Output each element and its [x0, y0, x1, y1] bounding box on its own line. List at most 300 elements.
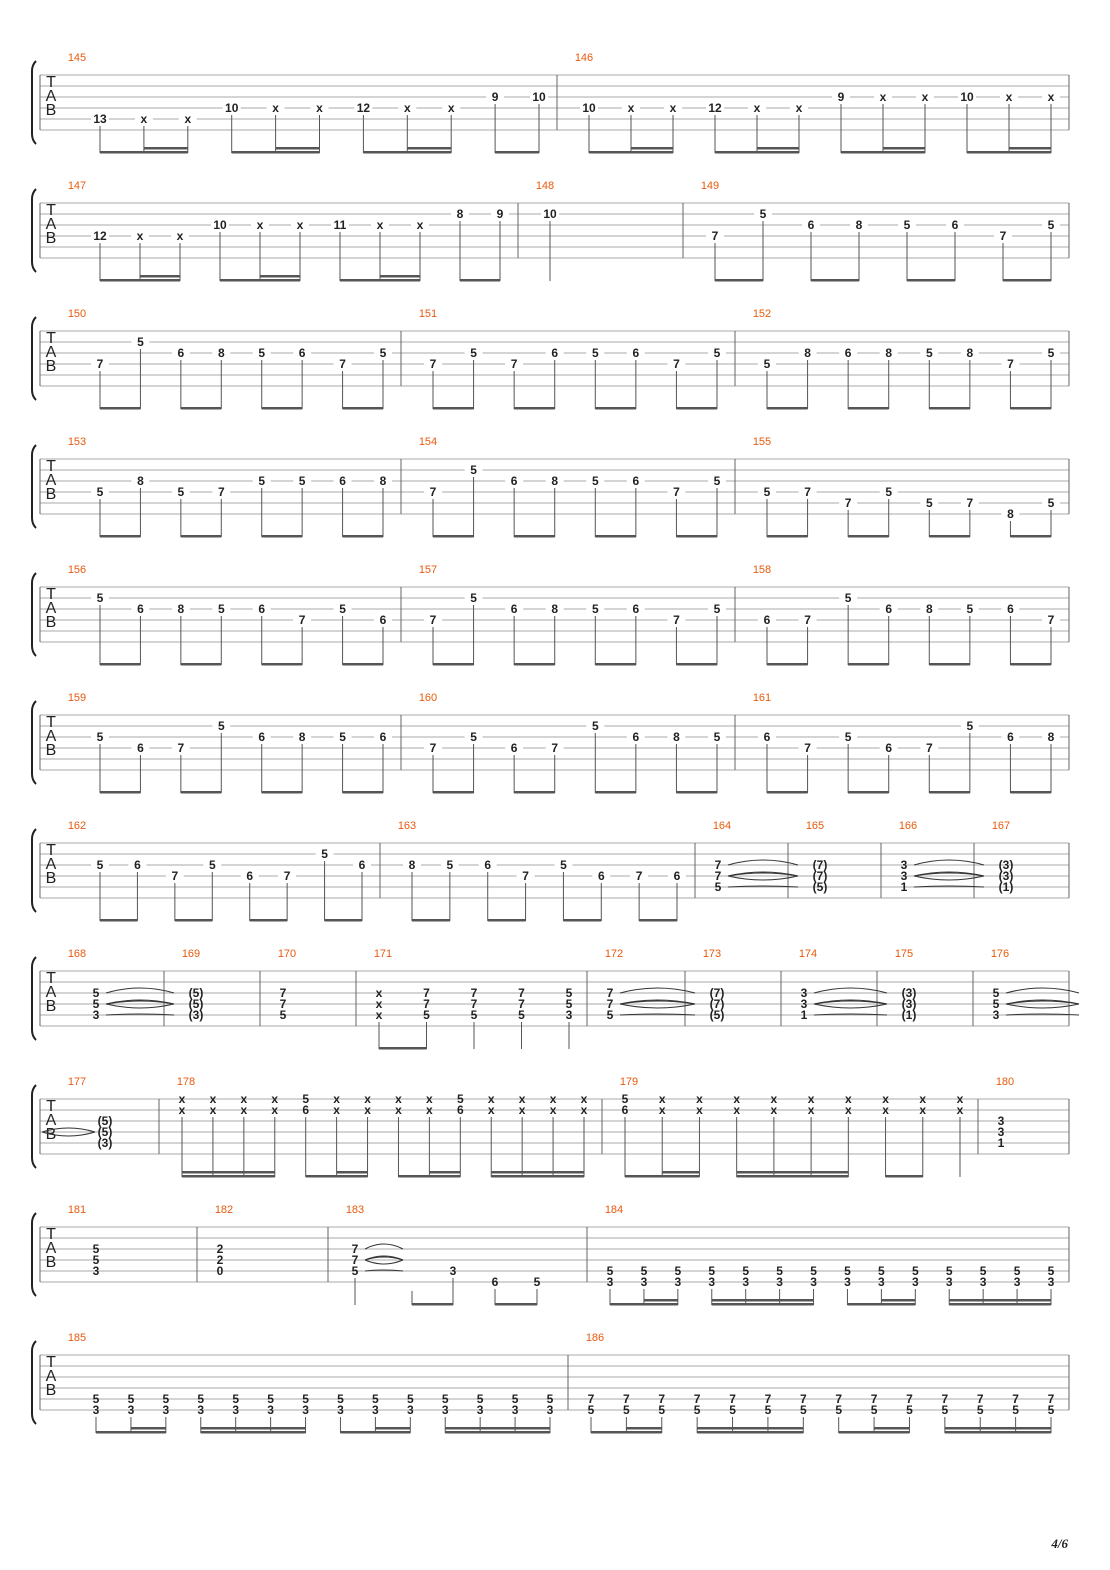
tab-chord-note: 5 — [302, 1092, 310, 1106]
tab-chord-note: 7 — [729, 1392, 736, 1406]
measure-number: 154 — [418, 436, 438, 448]
tab-note: 8 — [925, 602, 933, 616]
beam — [639, 919, 677, 922]
tab-note: 8 — [379, 474, 387, 488]
tab-clef-letter: T — [46, 1354, 56, 1371]
beam — [182, 1175, 275, 1178]
tab-note: 6 — [339, 474, 346, 488]
tab-chord-note: 2 — [216, 1253, 224, 1267]
tab-chord-note: x — [240, 1103, 248, 1117]
tab-note: 5 — [470, 591, 477, 605]
tab-note: 6 — [632, 474, 640, 488]
tab-clef-letter: T — [46, 1098, 56, 1115]
beam — [767, 791, 808, 794]
tab-note: 8 — [456, 207, 464, 221]
beam — [201, 1431, 306, 1434]
tab-chord-note: 7 — [423, 997, 430, 1011]
tab-note: 7 — [966, 496, 974, 510]
tab-note: 12 — [356, 101, 371, 115]
beam — [907, 279, 955, 282]
tab-chord-note: x — [333, 1103, 340, 1117]
tab-chord-note: 5 — [511, 1392, 519, 1406]
tab-chord-note: x — [426, 1092, 433, 1106]
tab-chord-note: x — [209, 1092, 217, 1106]
tab-chord-note: x — [209, 1103, 217, 1117]
measure-number: 155 — [752, 436, 772, 448]
tab-note: 5 — [258, 474, 266, 488]
tab-note: 6 — [258, 730, 266, 744]
beam — [676, 791, 717, 794]
measure-number: 180 — [995, 1076, 1015, 1088]
tab-chord-note: 5 — [729, 1403, 736, 1417]
beam — [398, 1175, 460, 1178]
beam-secondary — [757, 147, 799, 150]
tab-chord-note: x — [696, 1103, 703, 1117]
beam — [491, 1175, 584, 1178]
tab-note: 5 — [96, 858, 104, 872]
tab-chord-note: 5 — [674, 1264, 682, 1278]
measure-number: 161 — [752, 692, 772, 704]
beam-secondary — [276, 147, 320, 150]
tab-chord-note: (7) — [709, 986, 725, 1000]
measure-number: 152 — [752, 308, 772, 320]
tab-chord-note: (3) — [998, 858, 1014, 872]
tab-note: 5 — [925, 346, 933, 360]
tab-chord-note: 5 — [606, 1264, 614, 1278]
tab-chord-note: 5 — [742, 1264, 750, 1278]
tab-note: 6 — [763, 730, 771, 744]
beam — [514, 791, 555, 794]
beam — [433, 791, 474, 794]
tab-note: 7 — [804, 485, 811, 499]
tab-note: 8 — [855, 218, 863, 232]
tab-note: x — [416, 218, 424, 232]
tab-chord-note: 5 — [476, 1392, 484, 1406]
system-bracket — [32, 1085, 36, 1168]
tab-note: 5 — [591, 346, 599, 360]
tab-chord-note: x — [733, 1092, 741, 1106]
tab-note: 5 — [713, 346, 721, 360]
tab-note: 5 — [208, 858, 216, 872]
tab-chord-note: 5 — [351, 1264, 359, 1278]
tab-note: 6 — [763, 613, 771, 627]
tab-note: 6 — [885, 602, 893, 616]
tab-chord-note: x — [426, 1103, 433, 1117]
tab-note: 5 — [713, 602, 721, 616]
beam — [181, 663, 221, 666]
tab-note: 7 — [429, 357, 437, 371]
measure-number: 179 — [619, 1076, 639, 1088]
tab-chord-note: 3 — [92, 1403, 100, 1417]
beam — [250, 919, 287, 922]
tab-chord-note: x — [395, 1092, 402, 1106]
beam — [847, 1303, 915, 1306]
beam-secondary — [737, 1171, 849, 1174]
measure-number: 156 — [67, 564, 87, 576]
measure-number: 163 — [397, 820, 417, 832]
tab-note: 10 — [543, 207, 557, 221]
tab-note: 5 — [258, 346, 266, 360]
tab-note: 7 — [429, 485, 437, 499]
beam — [181, 791, 221, 794]
tab-note: 6 — [844, 346, 852, 360]
tab-chord-note: x — [178, 1103, 186, 1117]
tab-chord-note: (3) — [901, 986, 917, 1000]
tab-chord-note: 7 — [1012, 1392, 1019, 1406]
tab-chord-note: 5 — [979, 1264, 987, 1278]
beam — [841, 151, 925, 154]
beam — [100, 279, 180, 282]
tab-chord-note: x — [240, 1092, 248, 1106]
tab-chord-note: 6 — [302, 1103, 310, 1117]
beam — [514, 535, 555, 538]
tab-chord-note: 7 — [693, 1392, 701, 1406]
tab-note: x — [879, 90, 887, 104]
tab-note: x — [256, 218, 264, 232]
measure-number: 162 — [67, 820, 87, 832]
tab-chord-note: 3 — [997, 1114, 1005, 1128]
tab-chord-note: x — [364, 1103, 371, 1117]
tab-chord-note: x — [580, 1103, 588, 1117]
beam — [929, 663, 970, 666]
tab-note: 8 — [804, 346, 811, 360]
tab-note: 7 — [673, 357, 680, 371]
tab-chord-note: x — [395, 1103, 402, 1117]
tab-chord-note: (5) — [188, 986, 204, 1000]
tab-chord-note: 7 — [870, 1392, 878, 1406]
tab-chord-note: 5 — [470, 1008, 478, 1022]
tab-note: 6 — [484, 858, 492, 872]
tab-note: 8 — [551, 602, 559, 616]
tab-note: x — [403, 101, 411, 115]
measure-number: 168 — [67, 948, 87, 960]
tab-note: 5 — [591, 602, 599, 616]
tab-chord-note: 7 — [518, 997, 525, 1011]
tab-note: 5 — [844, 591, 852, 605]
tab-note: 7 — [711, 229, 719, 243]
tab-chord-note: 7 — [470, 997, 478, 1011]
measure-number: 169 — [181, 948, 201, 960]
tab-chord-note: x — [807, 1103, 815, 1117]
beam-secondary — [260, 275, 300, 278]
tab-chord-note: 5 — [606, 1008, 614, 1022]
tab-note: 9 — [837, 90, 845, 104]
tab-note: 10 — [213, 218, 227, 232]
beam — [343, 663, 383, 666]
tab-chord-note: 7 — [623, 1392, 630, 1406]
tab-chord-note: 7 — [279, 986, 287, 1000]
tab-chord-note: x — [580, 1092, 588, 1106]
tab-clef-letter: T — [46, 458, 56, 475]
beam — [767, 663, 808, 666]
tab-note: 5 — [591, 474, 599, 488]
tab-chord-note: 5 — [423, 1008, 430, 1022]
tab-note: 5 — [339, 730, 346, 744]
tab-chord-note: 5 — [799, 1403, 807, 1417]
tab-chord-note: 7 — [423, 986, 430, 1000]
tab-chord-note: (5) — [97, 1114, 113, 1128]
tab-chord-note: 5 — [776, 1264, 783, 1278]
tab-chord-note: (5) — [812, 880, 828, 894]
tab-note: 5 — [1047, 346, 1055, 360]
tab-chord-note: 5 — [658, 1403, 666, 1417]
tie-arc — [1006, 988, 1079, 993]
tab-note: 6 — [177, 346, 185, 360]
tab-note: 8 — [966, 346, 974, 360]
beam — [100, 663, 140, 666]
tab-chord-note: 3 — [674, 1275, 682, 1289]
tab-chord-note: (5) — [709, 1008, 725, 1022]
measure-number: 145 — [67, 52, 87, 64]
beam — [848, 535, 889, 538]
tab-chord-note: x — [178, 1092, 186, 1106]
system-bracket — [32, 957, 36, 1040]
beam — [181, 535, 221, 538]
beam-secondary — [662, 1171, 699, 1174]
measure-number: 167 — [991, 820, 1011, 832]
tab-clef-letter: T — [46, 714, 56, 731]
tab-note: 6 — [951, 218, 959, 232]
beam — [343, 407, 383, 410]
tab-chord-note: 3 — [337, 1403, 344, 1417]
tab-note: 5 — [560, 858, 567, 872]
tab-note: 7 — [844, 496, 852, 510]
tab-chord-note: 5 — [621, 1092, 629, 1106]
measure-number: 153 — [67, 436, 87, 448]
beam — [610, 1303, 678, 1306]
tab-note: 6 — [632, 730, 640, 744]
measure-number: 160 — [418, 692, 438, 704]
tab-chord-note: 5 — [92, 1242, 100, 1256]
beam-secondary — [712, 1299, 814, 1302]
tab-note: 5 — [713, 730, 721, 744]
tab-note: 7 — [298, 613, 306, 627]
tab-note: x — [316, 101, 323, 115]
tab-clef-letter: B — [45, 1382, 57, 1399]
tab-chord-note: x — [364, 1092, 371, 1106]
tie-arc — [365, 1244, 403, 1249]
beam — [589, 151, 673, 154]
tab-note: 8 — [298, 730, 306, 744]
tab-chord-note: 5 — [640, 1264, 648, 1278]
beam — [839, 1431, 910, 1434]
beam — [1010, 791, 1051, 794]
tab-chord-note: 5 — [92, 1253, 100, 1267]
tab-note: 7 — [673, 613, 680, 627]
tab-chord-note: 5 — [844, 1264, 851, 1278]
beam — [262, 407, 302, 410]
beam — [967, 151, 1051, 154]
beam-secondary — [407, 147, 451, 150]
tab-note: 6 — [673, 869, 681, 883]
tab-note: 5 — [298, 474, 306, 488]
measure-number: 181 — [67, 1204, 87, 1216]
tab-clef-letter: A — [45, 344, 57, 361]
beam — [325, 919, 362, 922]
tab-chord-note: (3) — [97, 1136, 113, 1150]
tab-note: 7 — [635, 869, 643, 883]
tab-note: 6 — [551, 346, 559, 360]
tab-chord-note: 3 — [606, 1275, 614, 1289]
beam — [343, 791, 383, 794]
measure-number: 149 — [700, 180, 720, 192]
tab-note: 8 — [1047, 730, 1055, 744]
tab-chord-note: (3) — [188, 1008, 204, 1022]
tab-clef-letter: A — [45, 600, 57, 617]
tab-chord-note: 3 — [92, 1008, 100, 1022]
beam — [848, 407, 889, 410]
tab-note: 5 — [177, 485, 185, 499]
tab-note: 6 — [597, 869, 605, 883]
beam — [929, 535, 970, 538]
beam — [767, 535, 808, 538]
system-bracket — [32, 189, 36, 272]
beam-secondary — [1009, 147, 1051, 150]
tab-chord-note: 3 — [406, 1403, 414, 1417]
measure-number: 146 — [574, 52, 594, 64]
beam — [676, 407, 717, 410]
tab-chord-note: 3 — [565, 1008, 573, 1022]
tab-chord-note: 5 — [302, 1392, 309, 1406]
beam — [175, 919, 212, 922]
tab-chord-note: 5 — [337, 1392, 344, 1406]
beam — [625, 1175, 699, 1178]
tab-note: 7 — [429, 613, 437, 627]
tab-note: x — [1047, 90, 1055, 104]
tab-clef-letter: B — [45, 742, 57, 759]
system-bracket — [32, 701, 36, 784]
tab-chord-note: x — [882, 1092, 889, 1106]
tab-chord-note: 5 — [1047, 1403, 1055, 1417]
tab-clef-letter: B — [45, 614, 57, 631]
tab-note: 6 — [1007, 730, 1014, 744]
tab-clef-letter: A — [45, 728, 57, 745]
tie-arc — [620, 1004, 695, 1008]
tab-chord-note: 5 — [587, 1403, 595, 1417]
beam — [595, 535, 636, 538]
tab-note: 8 — [673, 730, 680, 744]
tab-chord-note: 7 — [976, 1392, 984, 1406]
beam — [945, 1431, 1051, 1434]
tab-note: 6 — [510, 474, 518, 488]
beam-secondary — [375, 1427, 410, 1430]
beam — [595, 407, 636, 410]
beam — [848, 663, 889, 666]
tab-chord-note: 5 — [976, 1403, 984, 1417]
tab-note: x — [795, 101, 803, 115]
beam — [460, 279, 500, 282]
beam — [1010, 535, 1051, 538]
beam-secondary — [697, 1427, 803, 1430]
measure-number: 166 — [898, 820, 918, 832]
beam-secondary — [626, 1427, 661, 1430]
beam — [100, 791, 140, 794]
tab-note: 7 — [999, 229, 1007, 243]
tab-chord-note: 5 — [1047, 1264, 1055, 1278]
tab-chord-note: 5 — [546, 1392, 554, 1406]
measure-number: 148 — [535, 180, 555, 192]
tie-arc — [1006, 1004, 1079, 1008]
page-number: 4/6 — [1051, 1536, 1068, 1551]
tab-chord-note: x — [487, 1092, 495, 1106]
tab-chord-note: 7 — [658, 1392, 666, 1406]
beam — [232, 151, 320, 154]
tab-note: x — [1005, 90, 1013, 104]
beam-secondary — [380, 275, 420, 278]
measure-number: 151 — [418, 308, 438, 320]
tab-note: 5 — [470, 730, 477, 744]
beam-secondary — [644, 1299, 678, 1302]
tab-chord-note: 3 — [232, 1403, 240, 1417]
tab-note: 5 — [713, 474, 721, 488]
tab-chord-note: 7 — [799, 1392, 807, 1406]
tab-chord-note: 5 — [945, 1264, 953, 1278]
tab-chord-note: x — [919, 1092, 927, 1106]
tab-note: 5 — [470, 463, 477, 477]
tab-chord-note: 3 — [476, 1403, 484, 1417]
tab-chord-note: 5 — [693, 1403, 701, 1417]
tab-chord-note: 7 — [587, 1392, 595, 1406]
tab-note: 5 — [533, 1275, 541, 1289]
tab-chord-note: 5 — [406, 1392, 414, 1406]
tab-chord-note: 3 — [640, 1275, 648, 1289]
beam — [595, 663, 636, 666]
tab-chord-note: 5 — [518, 1008, 525, 1022]
beam-secondary — [140, 275, 180, 278]
beam — [343, 535, 383, 538]
tab-note: 5 — [1047, 218, 1055, 232]
tab-clef-letter: T — [46, 1226, 56, 1243]
tab-chord-note: (3) — [901, 997, 917, 1011]
tab-note: 5 — [217, 719, 225, 733]
tab-chord-note: (7) — [812, 858, 828, 872]
tab-chord-note: x — [518, 1092, 526, 1106]
tab-chord-note: (7) — [709, 997, 725, 1011]
tab-chord-note: 1 — [997, 1136, 1005, 1150]
tab-chord-note: 3 — [878, 1275, 885, 1289]
tab-clef-letter: B — [45, 1254, 57, 1271]
tab-note: 6 — [246, 869, 254, 883]
tab-chord-note: x — [549, 1103, 557, 1117]
beam — [100, 151, 188, 154]
tab-clef-letter: T — [46, 74, 56, 91]
system-bracket — [32, 573, 36, 656]
tab-chord-note: 5 — [835, 1403, 843, 1417]
beam — [433, 663, 474, 666]
tab-note: 5 — [321, 847, 328, 861]
tab-chord-note: 7 — [1047, 1392, 1055, 1406]
tab-note: x — [176, 229, 184, 243]
tab-note: 5 — [763, 357, 771, 371]
beam-secondary — [445, 1427, 550, 1430]
beam — [100, 535, 140, 538]
tab-note: 7 — [217, 485, 225, 499]
beam — [379, 1047, 427, 1050]
tab-note: 13 — [93, 112, 107, 126]
tab-chord-note: 3 — [127, 1403, 135, 1417]
tab-chord-note: 5 — [992, 986, 1000, 1000]
tab-note: x — [669, 101, 677, 115]
tab-note: x — [753, 101, 761, 115]
tab-note: 10 — [582, 101, 596, 115]
measure-number: 150 — [67, 308, 87, 320]
tab-note: 5 — [96, 591, 104, 605]
tab-chord-note: 7 — [351, 1242, 359, 1256]
tab-note: 7 — [1047, 613, 1055, 627]
beam — [811, 279, 859, 282]
tab-chord-note: x — [487, 1103, 495, 1117]
tab-chord-note: 5 — [565, 997, 573, 1011]
